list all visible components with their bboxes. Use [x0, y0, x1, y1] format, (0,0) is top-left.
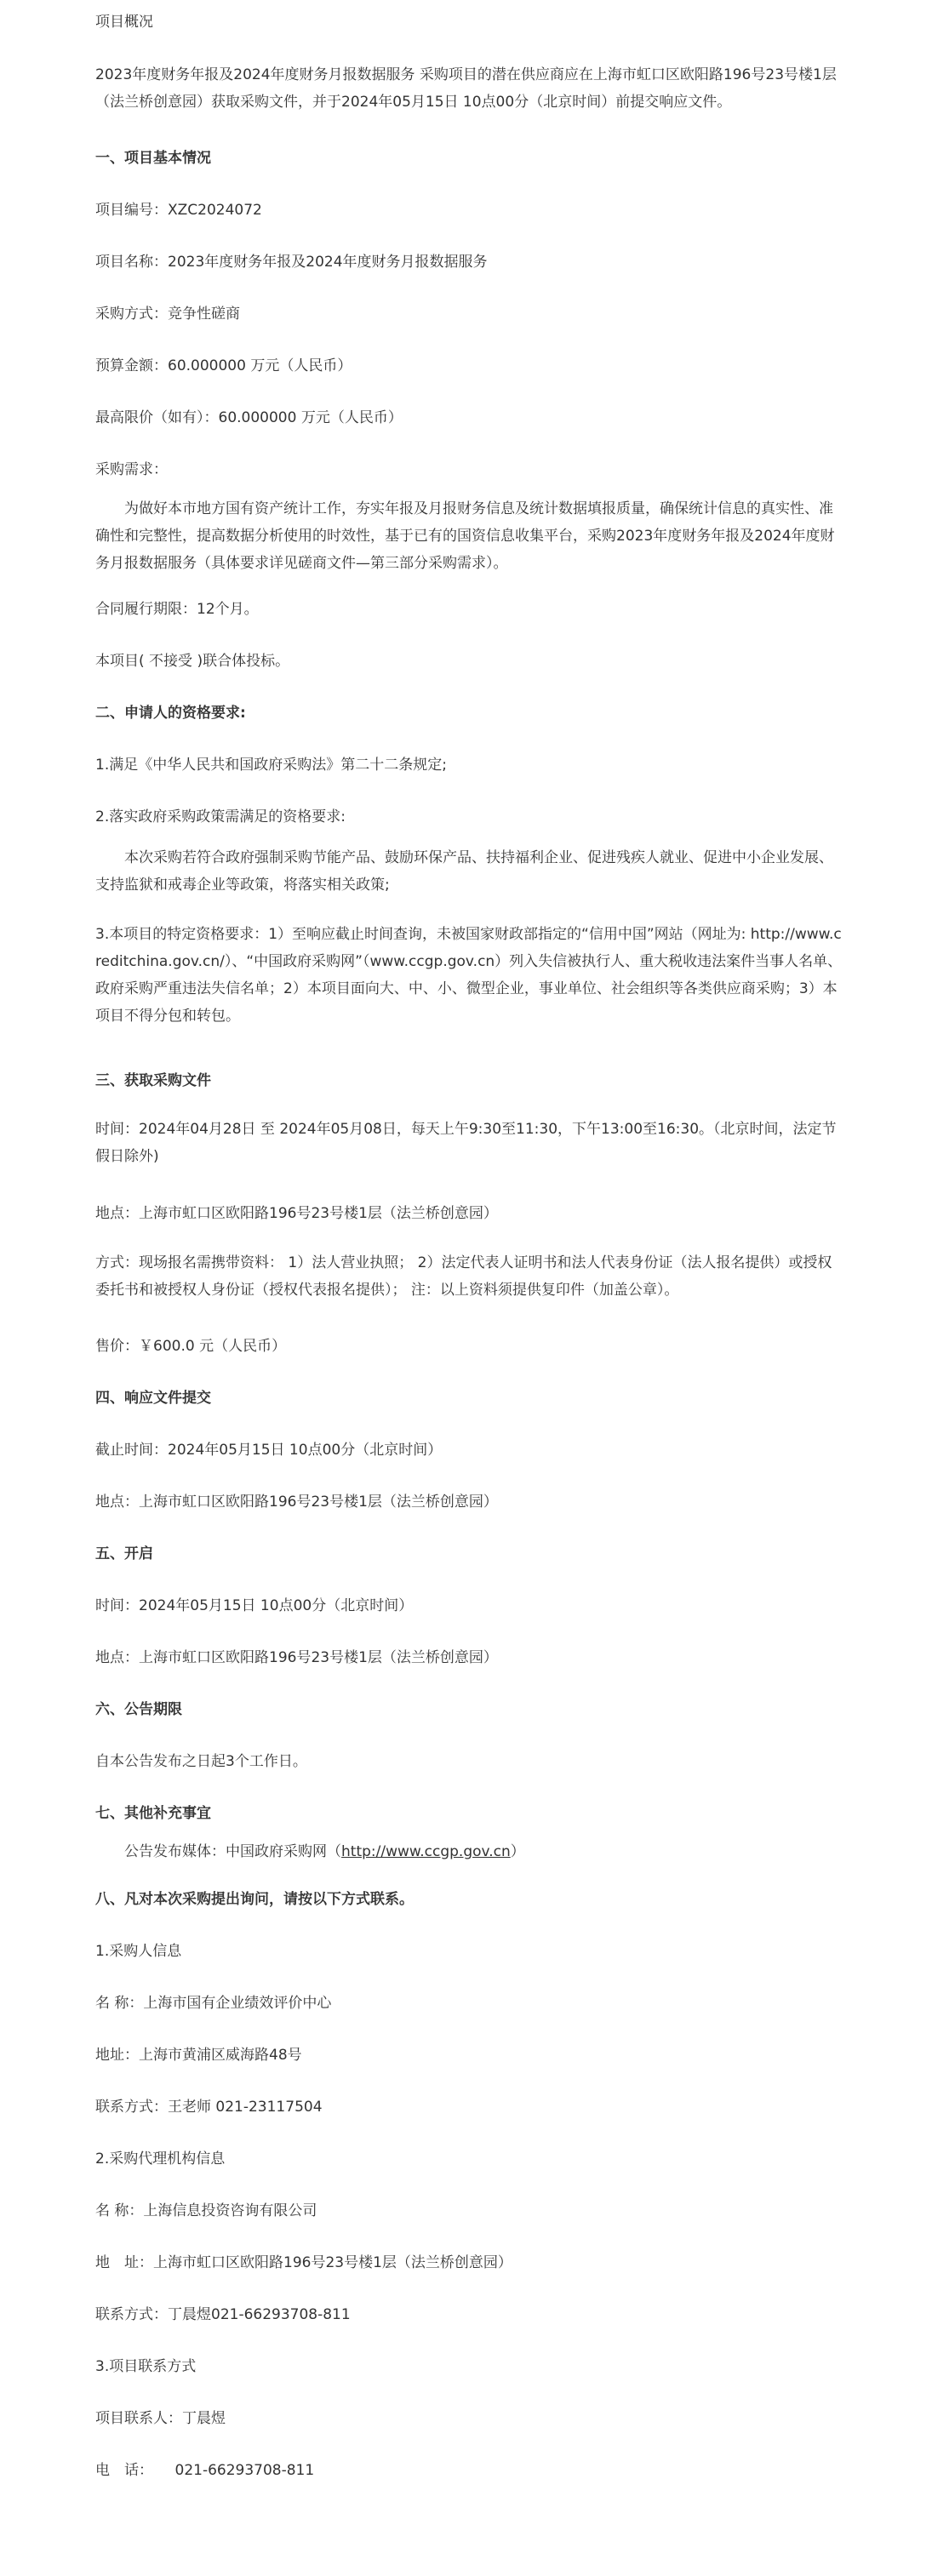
purchaser-address: 地址：上海市黄浦区威海路48号: [95, 2047, 302, 2064]
section-6-title: 六、公告期限: [95, 1701, 182, 1718]
qualification-item-3-text: 3.本项目的特定资格要求：1）至响应截止时间查询，未被国家财政部指定的“信用中国”网站（网址为: http://www.creditchina.gov.cn/）、“中国政府采购网”（www.ccgp.gov.cn）列入失信被执行人、重大税收违法案件当事人名单、政府采购严重违法失信名单；2）本项目面向大、中、小、微型企业，事业单位、社会组织等各类供应商采购；3）本项目不得分包和转包。: [95, 926, 843, 1025]
procurement-need-label: 采购需求：: [95, 461, 168, 478]
procurement-need-text: 为做好本市地方国有资产统计工作，夯实年报及月报财务信息及统计数据填报质量，确保统计信息的真实性、准确性和完整性，提高数据分析使用的时效性，基于已有的国资信息收集平台，采购2023年度财务年报及2024年度财务月报数据服务（具体要求详见磋商文件—第三部分采购需求）。: [95, 500, 835, 572]
project-name: 项目名称：2023年度财务年报及2024年度财务月报数据服务: [95, 254, 488, 271]
project-contact-person: 项目联系人：丁晨煜: [95, 2410, 226, 2427]
overview-label: 项目概况: [95, 14, 153, 31]
agency-info-label: 2.采购代理机构信息: [95, 2150, 226, 2168]
acquire-time: 时间：2024年04月28日 至 2024年05月08日，每天上午9:30至11:30，下午13:00至16:30。（北京时间，法定节假日除外): [95, 1121, 837, 1165]
publication-media-suffix: ）: [510, 1843, 525, 1860]
contract-period: 合同履行期限：12个月。: [95, 601, 259, 618]
agency-address: 地 址：上海市虹口区欧阳路196号23号楼1层（法兰桥创意园）: [95, 2254, 512, 2271]
purchaser-contact: 联系方式：王老师 021-23117504: [95, 2099, 323, 2116]
acquire-method: 方式：现场报名需携带资料： 1）法人营业执照； 2）法定代表人证明书和法人代表身份证（法人报名提供）或授权委托书和被授权人身份证（授权代表报名提供）； 注：以上资料须提供复印件（加盖公章）。: [95, 1254, 832, 1299]
opening-time: 时间：2024年05月15日 10点00分（北京时间）: [95, 1597, 414, 1614]
qualification-item-1: 1.满足《中华人民共和国政府采购法》第二十二条规定;: [95, 757, 447, 774]
qualification-item-2-text: 本次采购若符合政府强制采购节能产品、鼓励环保产品、扶持福利企业、促进残疾人就业、促进中小企业发展、支持监狱和戒毒企业等政策，将落实相关政策;: [95, 849, 833, 894]
agency-name: 名 称：上海信息投资咨询有限公司: [95, 2202, 317, 2219]
publication-media: [124, 1839, 525, 1865]
agency-contact: 联系方式：丁晨煜021-66293708-811: [95, 2306, 351, 2323]
max-price: 最高限价（如有）：60.000000 万元（人民币）: [95, 409, 403, 426]
purchaser-name: 名 称：上海市国有企业绩效评价中心: [95, 1995, 332, 2012]
overview-text: 2023年度财务年报及2024年度财务月报数据服务 采购项目的潜在供应商应在上海市虹口区欧阳路196号23号楼1层（法兰桥创意园）获取采购文件，并于2024年05月15日 10点00分（北京时间）前提交响应文件。: [95, 66, 837, 111]
opening-place: 地点：上海市虹口区欧阳路196号23号楼1层（法兰桥创意园）: [95, 1649, 498, 1666]
section-7-title: 七、其他补充事宜: [95, 1805, 211, 1822]
section-1-title: 一、项目基本情况: [95, 150, 211, 167]
publication-media-prefix: 公告发布媒体：中国政府采购网（: [124, 1843, 341, 1860]
qualification-item-2: 2.落实政府采购政策需满足的资格要求:: [95, 808, 346, 825]
section-2-title: 二、申请人的资格要求:: [95, 705, 246, 722]
document-price: 售价：￥600.0 元（人民币）: [95, 1338, 287, 1355]
project-contact-label: 3.项目联系方式: [95, 2358, 197, 2375]
ccgp-link[interactable]: http://www.ccgp.gov.cn: [341, 1843, 511, 1860]
acquire-place: 地点：上海市虹口区欧阳路196号23号楼1层（法兰桥创意园）: [95, 1205, 498, 1222]
budget-amount: 预算金额：60.000000 万元（人民币）: [95, 357, 352, 374]
project-number: 项目编号：XZC2024072: [95, 202, 262, 219]
announcement-period: 自本公告发布之日起3个工作日。: [95, 1753, 307, 1770]
section-8-title: 八、凡对本次采购提出询问，请按以下方式联系。: [95, 1891, 414, 1908]
section-4-title: 四、响应文件提交: [95, 1390, 211, 1407]
project-contact-phone: 电 话： 021-66293708-811: [95, 2462, 315, 2479]
consortium-statement: 本项目( 不接受 )联合体投标。: [95, 653, 290, 670]
procurement-method: 采购方式：竞争性磋商: [95, 306, 240, 323]
submission-deadline: 截止时间：2024年05月15日 10点00分（北京时间）: [95, 1442, 443, 1459]
purchaser-info-label: 1.采购人信息: [95, 1943, 182, 1960]
section-3-title: 三、获取采购文件: [95, 1072, 211, 1089]
section-5-title: 五、开启: [95, 1545, 153, 1562]
submission-place: 地点：上海市虹口区欧阳路196号23号楼1层（法兰桥创意园）: [95, 1494, 498, 1511]
